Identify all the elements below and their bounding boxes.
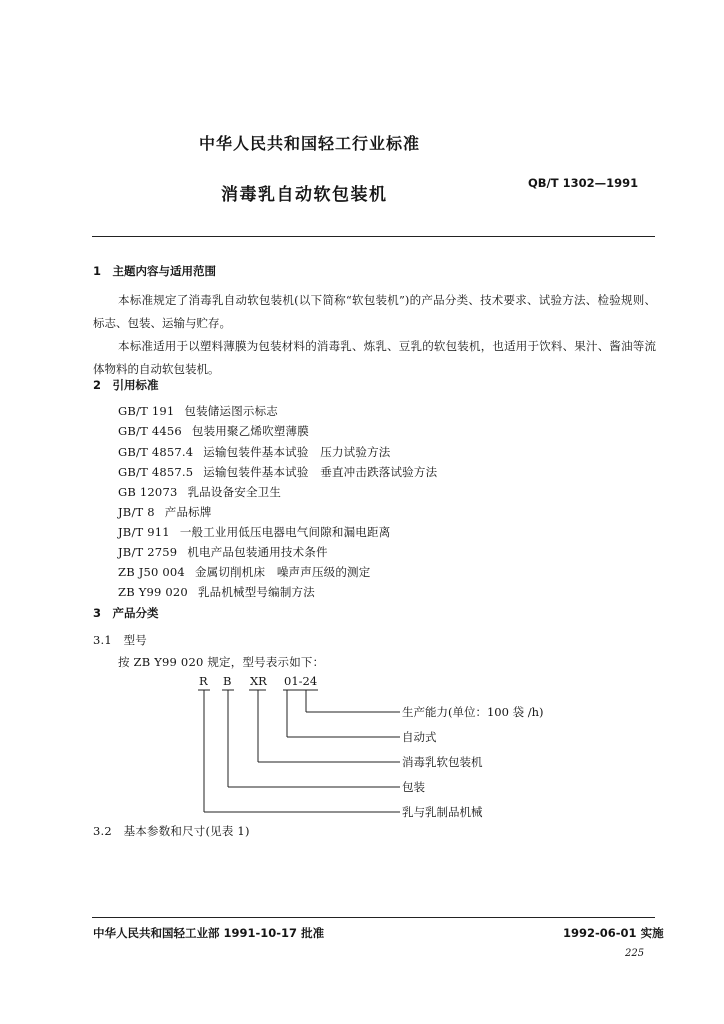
- reference-title: 机电产品包装通用技术条件: [187, 545, 328, 559]
- model-label: 乳与乳制品机械: [402, 805, 483, 819]
- reference-code: GB/T 4456: [118, 424, 182, 438]
- model-code-part: XR: [250, 674, 267, 688]
- reference-code: GB 12073: [118, 485, 178, 499]
- reference-title: 乳品设备安全卫生: [187, 485, 282, 499]
- reference-title: 运输包装件基本试验 垂直冲击跌落试验方法: [203, 465, 438, 479]
- model-label: 自动式: [402, 730, 437, 744]
- reference-code: ZB Y99 020: [118, 585, 188, 599]
- reference-code: JB/T 911: [118, 525, 170, 539]
- model-label: 生产能力(单位：100 袋 /h): [402, 705, 544, 719]
- model-label: 消毒乳软包装机: [402, 755, 483, 769]
- page-number: 225: [625, 948, 645, 959]
- model-intro: 按 ZB Y99 020 规定，型号表示如下：: [118, 655, 325, 669]
- reference-code: GB/T 191: [118, 404, 175, 418]
- reference-code: JB/T 2759: [118, 545, 178, 559]
- document-title: 消毒乳自动软包装机: [221, 185, 388, 205]
- section-2-heading: 2 引用标准: [93, 378, 159, 392]
- reference-title: 运输包装件基本试验 压力试验方法: [203, 445, 391, 459]
- reference-title: 乳品机械型号编制方法: [197, 585, 315, 599]
- subsection-3-1-heading: 3.1 型号: [93, 633, 147, 647]
- approval-text: 中华人民共和国轻工业部 1991-10-17 批准: [93, 926, 325, 940]
- subsection-3-2-heading: 3.2 基本参数和尺寸(见表 1): [93, 824, 250, 838]
- implementation-date: 1992-06-01 实施: [563, 926, 664, 940]
- model-code-part: R: [199, 674, 208, 688]
- reference-title: 包装用聚乙烯吹塑薄膜: [191, 424, 309, 438]
- org-title: 中华人民共和国轻工行业标准: [199, 134, 421, 153]
- reference-code: GB/T 4857.5: [118, 465, 194, 479]
- model-label: 包装: [402, 780, 425, 794]
- standard-code: QB/T 1302—1991: [528, 176, 639, 190]
- model-code-part: B: [223, 674, 232, 688]
- reference-title: 包装储运图示标志: [184, 404, 278, 418]
- section-1-paragraph-1: 本标准规定了消毒乳自动软包装机(以下简称“软包装机”)的产品分类、技术要求、试验方法、检验规则、标志、包装、运输与贮存。: [93, 293, 656, 330]
- reference-title: 产品标牌: [164, 505, 212, 519]
- footer-rule: [92, 917, 655, 918]
- section-3-heading: 3 产品分类: [93, 606, 159, 620]
- reference-code: GB/T 4857.4: [118, 445, 194, 459]
- section-1-paragraph-2: 本标准适用于以塑料薄膜为包装材料的消毒乳、炼乳、豆乳的软包装机，也适用于饮料、果汁、酱油等流体物料的自动软包装机。: [93, 339, 656, 376]
- reference-code: ZB J50 004: [118, 565, 185, 579]
- reference-title: 金属切削机床 噪声声压级的测定: [194, 565, 371, 579]
- section-1-heading: 1 主题内容与适用范围: [93, 264, 217, 278]
- reference-code: JB/T 8: [118, 505, 155, 519]
- model-code-part: 01-24: [284, 674, 318, 688]
- reference-title: 一般工业用低压电器电气间隙和漏电距离: [179, 525, 391, 539]
